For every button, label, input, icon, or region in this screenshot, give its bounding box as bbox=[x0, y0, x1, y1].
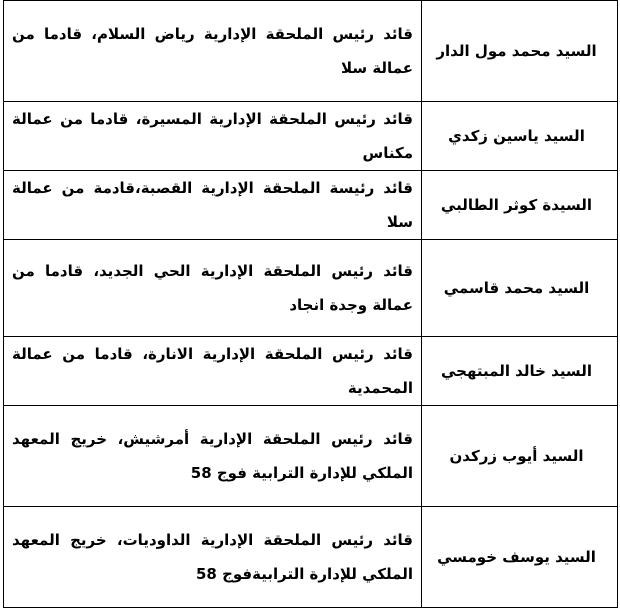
person-name: السيد محمد قاسمي bbox=[422, 240, 618, 337]
person-name: السيد خالد المبتهجي bbox=[422, 337, 618, 406]
table-row bbox=[4, 337, 618, 406]
table-row bbox=[4, 1, 618, 102]
table-row bbox=[4, 171, 618, 240]
table-row bbox=[4, 240, 618, 337]
position-description: قائد رئيس الملحقة الإدارية المسيرة، قادما من عمالة مكناس bbox=[4, 102, 422, 171]
person-name: السيدة كوثر الطالبي bbox=[422, 171, 618, 240]
position-description: قائد رئيس الملحقة الإدارية الحي الجديد، قادما من عمالة وجدة انجاد bbox=[4, 240, 422, 337]
position-description: قائد رئيس الملحقة الإدارية رياض السلام، قادما من عمالة سلا bbox=[4, 1, 422, 102]
person-name: السيد يوسف خومسي bbox=[422, 507, 618, 608]
person-name: السيد محمد مول الدار bbox=[422, 1, 618, 102]
table-row bbox=[4, 507, 618, 608]
table-row bbox=[4, 406, 618, 507]
position-description: قائد رئيسة الملحقة الإدارية القصبة،قادمة من عمالة سلا bbox=[4, 171, 422, 240]
appointments-table bbox=[3, 0, 618, 608]
table-row bbox=[4, 102, 618, 171]
position-description: قائد رئيس الملحقة الإدارية الانارة، قادما من عمالة المحمدية bbox=[4, 337, 422, 406]
person-name: السيد ياسين زكدي bbox=[422, 102, 618, 171]
position-description: قائد رئيس الملحقة الإدارية الداوديات، خريج المعهد الملكي للإدارة الترابيةفوج 58 bbox=[4, 507, 422, 608]
position-description: قائد رئيس الملحقة الإدارية أمرشيش، خريج المعهد الملكي للإدارة الترابية فوج 58 bbox=[4, 406, 422, 507]
person-name: السيد أيوب زركدن bbox=[422, 406, 618, 507]
